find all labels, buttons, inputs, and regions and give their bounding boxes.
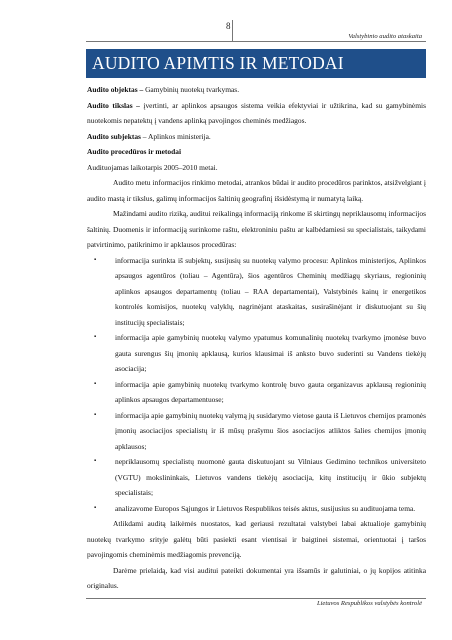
bullet-icon: ▪ (94, 458, 97, 464)
paragraph: Mažindami audito riziką, auditui reikalingą informaciją rinkome iš skirtingų nepriklausomų informacijos šaltinių. Duomenis ir informaciją surinkome raštu, elektroniniu paštu ar kalbėdamiesi su specialistais, taikydami patvirtinimo, patikrinimo ir apklausos procedūras: (87, 209, 426, 249)
bullet-icon: ▪ (94, 334, 97, 340)
audit-period: Audituojamas laikotarpis 2005–2010 metai. (87, 162, 218, 172)
audit-subject (87, 129, 426, 145)
audit-subject-text: – Aplinkos ministerija. (140, 131, 211, 141)
audit-goal-label: Audito tikslas – (87, 100, 140, 110)
header-rule (86, 41, 426, 42)
footer-text: Lietuvos Respublikos valstybės kontrolė (316, 600, 422, 607)
header-divider (232, 20, 233, 41)
paragraph: Darėme prielaidą, kad visi auditui pateikti dokumentai yra išsamūs ir galutiniai, o jų kopijos atitinka originalus. (87, 565, 426, 590)
audit-goal (87, 98, 426, 129)
footer-rule (86, 598, 426, 599)
audit-subject-label: Audito subjektas (87, 131, 141, 141)
section-title: AUDITO APIMTIS IR METODAI (92, 53, 344, 73)
audit-procedures-heading: Audito procedūros ir metodai (87, 147, 182, 156)
list-item: ▪ analizavome Europos Sąjungos ir Lietuvos Respublikos teisės aktus, susijusius su audituojama tema. (115, 501, 426, 517)
section-banner (86, 49, 426, 78)
list-item: ▪ informacija surinkta iš subjektų, susijusių su nuotekų valymo procesu: Aplinkos ministerijos, Aplinkos apsaugos agentūros (toliau – Agentūra), šios agentūros Cheminių medžiagų skyriaus, regioninių aplinkos apsaugos departamentų (toliau – RAA departamentai), Valstybinės kainų ir energetikos kontrolės komisijos, nuotekų valyklų, nagrinėjant ataskaitas, susirašinėjant ir diskutuojant su šių institucijų specialistais; (115, 253, 426, 331)
page-number: 8 (226, 21, 231, 31)
bullet-list (87, 253, 426, 517)
paragraph: Audito metu informacijos rinkimo metodai, atrankos būdai ir audito procedūros parinktos, atsižvelgiant į audito mastą ir tikslus, galimų informacijos šaltinių geografinį išsidėstymą ir numatytą laiką. (87, 178, 426, 203)
bullet-icon: ▪ (94, 504, 97, 511)
bullet-icon: ▪ (94, 256, 97, 263)
bullet-icon: ▪ (94, 380, 97, 387)
list-item: ▪ informacija apie gamybinių nuotekų valymą jų susidarymo vietose gauta iš Lietuvos chemijos pramonės įmonių asociacijos specialistų ir iš mūsų prašymu šios asociacijos atliktos šalies chemijos įmonių apklausos; (115, 408, 426, 455)
document-body (87, 82, 426, 594)
audit-object (87, 82, 426, 98)
list-item: ▪ informacija apie gamybinių nuotekų valymo ypatumus komunalinių nuotekų tvarkymo įmonėse buvo gauta surengus šių įmonių apklausą, kurios klausimai iš anksto buvo suderinti su Vandens tiekėjų asociacija; (115, 330, 426, 377)
list-item: ▪ informacija apie gamybinių nuotekų tvarkymo kontrolę buvo gauta organizavus apklausą regioninių aplinkos apsaugos departamentuose; (115, 377, 426, 408)
list-item: ▪ nepriklausomų specialistų nuomonė gauta diskutuojant su Vilniaus Gedimino technikos universiteto (VGTU) mokslininkais, Lietuvos vandens tiekėjų asociacija, kitų institucijų ir ūkio subjektų specialistais; (115, 454, 426, 501)
header-title: Valstybinio audito ataskaita (348, 33, 422, 40)
audit-object-text: Gamybinių nuotekų tvarkymas. (143, 85, 240, 94)
audit-goal-text: įvertinti, ar aplinkos apsaugos sistema veikia efektyviai ir užtikrina, kad su gamybinėmis nuotekomis nepatektų į vandens aplinką pavojingos cheminės medžiagos. (87, 100, 426, 125)
paragraph: Atlikdami auditą laikėmės nuostatos, kad geriausi rezultatai valstybei labai aktualioje gamybinių nuotekų tvarkymo srityje galėtų būti pasiekti esant vientisai ir baigtinei sistemai, orientuotai į taršos pavojingomis cheminėmis medžiagomis prevenciją. (87, 519, 426, 559)
audit-object-label: Audito objektas – (87, 85, 144, 94)
bullet-icon: ▪ (94, 411, 97, 418)
